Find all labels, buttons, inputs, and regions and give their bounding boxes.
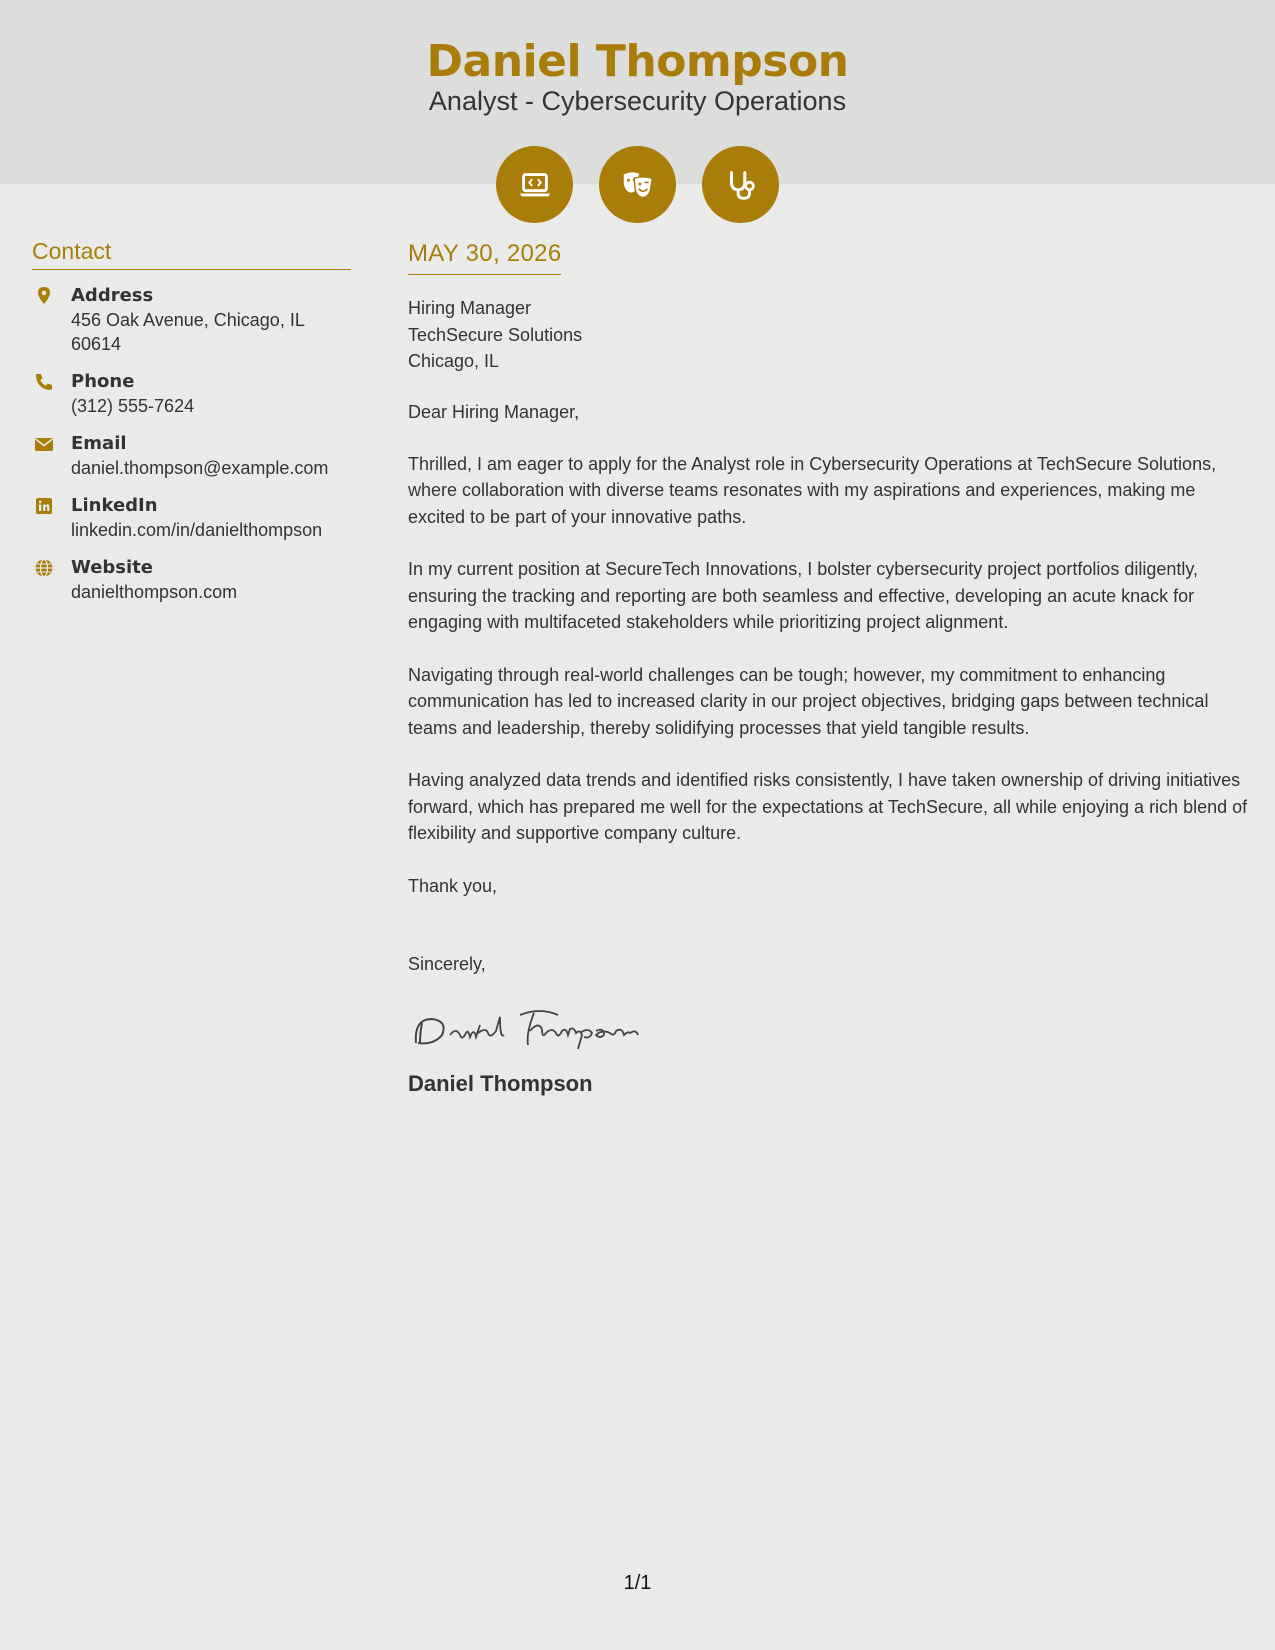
contact-value[interactable]: daniel.thompson@example.com [71,458,329,478]
contact-linkedin [32,494,351,542]
contact-value: (312) 555-7624 [71,396,195,416]
letter-body [408,240,1250,1097]
contact-label: LinkedIn [71,495,158,516]
linkedin-icon [34,496,54,516]
contact-label: Website [71,557,154,578]
globe-icon [34,558,54,578]
stethoscope-icon [702,146,779,223]
contact-label: Phone [71,371,135,392]
paragraph: In my current position at SecureTech Innovations, I bolster cybersecurity project portfolios diligently, ensuring the tracking and reporting are both seamless and effective, developing an acute knack for engaging with multifaceted stakeholders while prioritizing project alignment. [408,559,1199,632]
recipient-title: Hiring Manager [408,298,532,318]
thank-you-line: Thank you, [408,875,498,896]
paragraph: Having analyzed data trends and identified risks consistently, I have taken ownership of driving initiatives forward, which has prepared me well for the expectations at TechSecure, all while enjoying a rich blend of flexibility and supportive company culture. [408,770,1248,843]
contact-website [32,556,351,604]
recipient-block [408,295,1250,375]
handwritten-signature [408,1003,1250,1053]
phone-icon [34,372,54,392]
signed-name: Daniel Thompson [408,1070,593,1096]
contact-section-title: Contact [32,238,351,270]
theater-masks-icon [599,146,676,223]
laptop-code-icon [496,146,573,223]
job-title: Analyst - Cybersecurity Operations [428,86,847,116]
paragraph: Navigating through real-world challenges can be tough; however, my commitment to enhancing communication has led to increased clarity in our project objectives, bridging gaps between technical teams and leadership, thereby solidifying processes that yield tangible results. [408,664,1209,738]
paragraph: Thrilled, I am eager to apply for the Analyst role in Cybersecurity Operations at TechSecure Solutions, where collaboration with diverse teams resonates with my aspirations and experiences, making me excited to be part of your innovative paths. [408,453,1217,527]
contact-value[interactable]: linkedin.com/in/danielthompson [71,520,323,540]
applicant-name: Daniel Thompson [426,36,849,87]
closing-line: Sincerely, [408,953,486,974]
contact-address [32,284,351,356]
contact-value: 456 Oak Avenue, Chicago, IL 60614 [71,310,305,354]
map-pin-icon [34,286,54,306]
contact-label: Address [71,285,154,306]
letter-date: MAY 30, 2026 [408,240,561,275]
recipient-company: TechSecure Solutions [408,324,583,345]
page-number: 1/1 [623,1572,652,1594]
greeting: Dear Hiring Manager, [408,401,580,422]
contact-phone [32,370,351,418]
envelope-icon [34,434,54,454]
header-icon-row [0,146,1275,223]
contact-value[interactable]: danielthompson.com [71,582,238,602]
contact-email [32,432,351,480]
contact-label: Email [71,433,127,454]
recipient-location: Chicago, IL [408,351,500,371]
contact-sidebar [32,238,351,604]
